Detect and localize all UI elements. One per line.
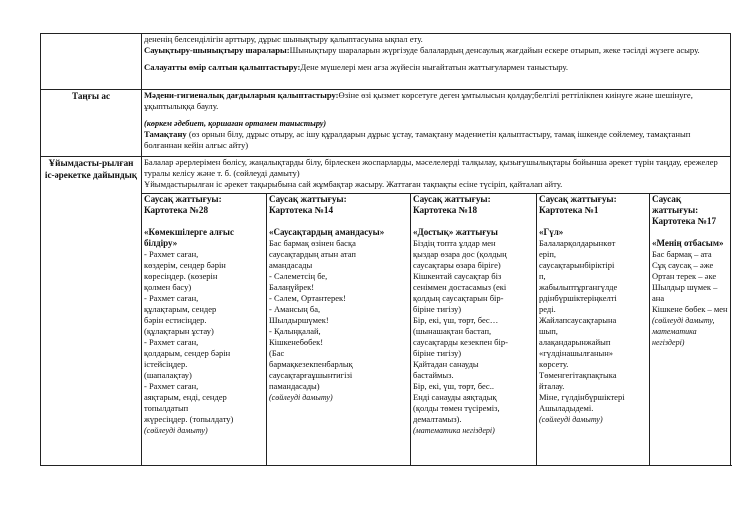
exercise-line: реді. bbox=[539, 304, 556, 314]
exercise-line: Балаларқолдарынкөт bbox=[539, 238, 616, 248]
education-area-note: (көркем әдебиет, қоршаған ортамен таныстыру) bbox=[144, 119, 327, 128]
exercise-line: - Сәлем, Ортантерек! bbox=[269, 293, 346, 303]
exercise-card: Картотека №1 bbox=[539, 205, 599, 215]
healthy-paragraph bbox=[144, 62, 728, 73]
exercise-line: біріне тигізу) bbox=[413, 304, 462, 314]
exercise-line: Қайтадан санауды bbox=[413, 359, 479, 369]
organized-label: Ұйымдасты-рылған іс-әрекетке дайындық bbox=[41, 157, 142, 466]
exercise-column-5 bbox=[650, 194, 731, 466]
organized-intro-text-2: Ұйымдастырылған іс әрекет тақырыбына сай жұмбақтар жасыру. Жаттаған тақпақты есіне түсіріп, қайталап айту. bbox=[144, 179, 563, 189]
health-row bbox=[41, 34, 731, 90]
exercise-line: Кішкентай саусақтар біз bbox=[413, 271, 502, 281]
exercise-line: (Бас bbox=[269, 348, 285, 358]
exercise-card: Картотека №28 bbox=[144, 205, 209, 215]
exercise-card: Картотека №14 bbox=[269, 205, 334, 215]
exercise-note: (математика негіздері) bbox=[413, 426, 495, 435]
exercise-line: - Қалыңқалай, bbox=[269, 326, 321, 336]
exercise-line: қолмен басу) bbox=[144, 282, 192, 292]
exercise-line: саусақтарды кезекпен бір- bbox=[413, 337, 508, 347]
exercise-line: топылдатып bbox=[144, 403, 189, 413]
exercise-card: Картотека №17 bbox=[652, 216, 717, 226]
exercise-line: көрсету. bbox=[539, 359, 569, 369]
breakfast-row bbox=[41, 90, 731, 157]
exercise-title: «Достық» жаттығуы bbox=[413, 227, 498, 237]
health-content-cell bbox=[142, 34, 731, 90]
exercise-line: п, bbox=[539, 271, 546, 281]
exercise-line: саусақтары өзара біріге) bbox=[413, 260, 501, 270]
breakfast-label: Таңғы ас bbox=[41, 90, 142, 157]
exercise-line: істейсіңдер. bbox=[144, 359, 188, 369]
exercise-line: бастаймыз. bbox=[413, 370, 454, 380]
organized-intro-row bbox=[41, 157, 731, 194]
exercise-line: Кішкене бөбек – мен bbox=[652, 304, 728, 314]
daily-plan-table bbox=[40, 33, 731, 466]
exercise-line: аяқтарым, енді, сендер bbox=[144, 392, 227, 402]
exercise-line: Шылдыршүмек! bbox=[269, 315, 329, 325]
exercise-column-1 bbox=[142, 194, 267, 466]
exercise-line: Бас бармақ – ата bbox=[652, 249, 712, 259]
exercise-line: қыздар өзара дос (қолдың bbox=[413, 249, 507, 259]
exercise-line: сеніммен достасамыз (екі bbox=[413, 282, 507, 292]
exercise-line: Бір, екі, үш, төрт, бес… bbox=[413, 315, 499, 325]
exercise-title: «Гүл» bbox=[539, 227, 564, 237]
culture-title: Мәдени-гигиеналық дағдыларын қалыптастыру: bbox=[144, 90, 339, 100]
exercise-lines bbox=[413, 238, 534, 425]
healthy-title: Салауатты өмір салтын қалыптастыру: bbox=[144, 62, 301, 72]
exercise-lines bbox=[269, 238, 408, 392]
exercise-line: Сұқ саусақ – әже bbox=[652, 260, 714, 270]
exercise-note: (сөйлеуді дамыту) bbox=[269, 393, 333, 402]
exercise-line: Шылдыр шүмек – ана bbox=[652, 282, 718, 303]
finger-exercises-row bbox=[41, 194, 731, 466]
exercise-line: Ортан терек – әке bbox=[652, 271, 717, 281]
exercise-line: Бас бармақ өзінен басқа bbox=[269, 238, 356, 248]
exercise-line: саусақтарынбіріктірі bbox=[539, 260, 615, 270]
exercise-column-3 bbox=[411, 194, 537, 466]
exercise-line: рдінбүршіктеріңкелті bbox=[539, 293, 617, 303]
exercise-heading: Саусақ жаттығуы: bbox=[413, 194, 491, 204]
exercise-line: бәрін естисіңдер. bbox=[144, 315, 207, 325]
exercise-line: «гүлдінашылғанын» bbox=[539, 348, 614, 358]
exercise-line: Енді санауды аяқтадық bbox=[413, 392, 497, 402]
exercise-heading: Саусақ жаттығуы: bbox=[144, 194, 222, 204]
meal-text: (өз орнын білу, дұрыс отыру, ас ішу құралдарын дұрыс ұстау, тамақтану мәдениетін қалыптастыру, тамақ ішкенде сөйлемеу, тамақтанып болғаннан кейін алғыс айту) bbox=[144, 129, 691, 150]
exercise-title: «Саусақтардың амандасуы» bbox=[269, 227, 385, 237]
exercise-line: еріп, bbox=[539, 249, 557, 259]
exercise-line: Бір, екі, үш, төрт, бес.. bbox=[413, 381, 494, 391]
exercise-lines bbox=[144, 249, 264, 425]
plan-page bbox=[40, 33, 730, 503]
exercise-line: бармақкезекпенбарлық bbox=[269, 359, 353, 369]
meal-paragraph bbox=[144, 129, 728, 151]
meal-title: Тамақтану bbox=[144, 129, 187, 139]
exercise-note: (сөйлеуді дамыту, математика негіздері) bbox=[652, 316, 715, 347]
exercise-line: - Рахмет саған, bbox=[144, 337, 199, 347]
hardening-title: Сауықтыру-шынықтыру шаралары: bbox=[144, 45, 290, 55]
exercise-line: Біздің топта ұлдар мен bbox=[413, 238, 496, 248]
exercise-line: (шынашақтан бастап, bbox=[413, 326, 492, 336]
exercise-lines bbox=[652, 249, 728, 315]
exercise-line: көздерім, сендер бәрін bbox=[144, 260, 226, 270]
exercise-heading: Саусақ жаттығуы: bbox=[539, 194, 617, 204]
exercise-line: алақандарынжайып bbox=[539, 337, 611, 347]
exercise-note: (сөйлеуді дамыту) bbox=[144, 426, 208, 435]
exercise-card: Картотека №18 bbox=[413, 205, 478, 215]
hardening-paragraph bbox=[144, 45, 728, 56]
culture-paragraph bbox=[144, 90, 728, 112]
exercise-line: Балаңүйрек! bbox=[269, 282, 315, 292]
exercise-line: (қолды төмен түсіреміз, bbox=[413, 403, 500, 413]
exercise-line: саусақтардың атын атап bbox=[269, 249, 356, 259]
exercise-title: «Менің отбасым» bbox=[652, 238, 724, 248]
exercise-heading: Саусақ жаттығуы: bbox=[652, 194, 699, 215]
exercise-line: йталау. bbox=[539, 381, 565, 391]
exercise-line: құлақтарым, сендер bbox=[144, 304, 217, 314]
exercise-line: көресіңдер. (көзерін bbox=[144, 271, 218, 281]
exercise-line: - Рахмет саған, bbox=[144, 293, 199, 303]
exercise-line: Төменгегітақпақтыка bbox=[539, 370, 617, 380]
exercise-line: демалтамыз). bbox=[413, 414, 462, 424]
exercise-heading: Саусақ жаттығуы: bbox=[269, 194, 347, 204]
exercise-line: Жайлапсаусақтарына bbox=[539, 315, 617, 325]
exercise-line: қолдың саусақтарын бір- bbox=[413, 293, 504, 303]
exercise-column-2 bbox=[267, 194, 411, 466]
hardening-text: Шынықтыру шараларын жүргізуде балалардың денсаулық жағдайын ескере отырып, жеке тәсілді жүзеге асыру. bbox=[289, 45, 700, 55]
health-label-cell bbox=[41, 34, 142, 90]
exercise-line: амандасады bbox=[269, 260, 313, 270]
exercise-line: қолдарым, сендер бәрін bbox=[144, 348, 231, 358]
exercise-line: біріне тигізу) bbox=[413, 348, 462, 358]
exercise-column-4 bbox=[537, 194, 650, 466]
exercise-line: (құлақтарын ұстау) bbox=[144, 326, 214, 336]
culture-text: Өзіне өзі қызмет көрсетуге деген ұмтылысын қолдау;белгілі реттілікпен киінуге және шешінуге, ұқыптылыққа баулу. bbox=[144, 90, 693, 111]
healthy-text: Дене мүшелері мен ағза жүйесін нығайтатын жаттығулармен таныстыру. bbox=[300, 62, 569, 72]
exercise-line: Кішкенебөбек! bbox=[269, 337, 324, 347]
exercise-line: шып, bbox=[539, 326, 558, 336]
exercise-line: Міне, гүлдінбүршіктері bbox=[539, 392, 625, 402]
exercise-title: «Көмекшілерге алғыс білдіру» bbox=[144, 227, 234, 248]
breakfast-content-cell bbox=[142, 90, 731, 157]
exercise-line: жабылыптұргангүлде bbox=[539, 282, 618, 292]
exercise-note: (сөйлеуді дамыту) bbox=[539, 415, 603, 424]
exercise-line: саусақтарғаұшынтигізі bbox=[269, 370, 353, 380]
exercise-line: жүресіңдер. (топылдату) bbox=[144, 414, 234, 424]
exercise-line: памандасады) bbox=[269, 381, 320, 391]
exercise-line: - Рахмет саған, bbox=[144, 381, 199, 391]
exercise-lines bbox=[539, 238, 647, 414]
exercise-line: Ашыладыдемі. bbox=[539, 403, 594, 413]
exercise-line: (шапалақтау) bbox=[144, 370, 192, 380]
organized-intro-text: Балалар әрерлерімен бөлісу, жаңалықтарды білу, бірлескен жоспарларды, мәселелерді талқылау, қызығушылықтары бойынша әрекет түрін таңдау, ережелер туралы келісу және т. б. (сөйлеуді дамыту) bbox=[144, 157, 718, 178]
activity-line: дененің белсенділігін арттыру, дұрыс шынықтыру қалыптасуына ықпал ету. bbox=[144, 34, 423, 44]
exercise-line: - Сәлеметсің бе, bbox=[269, 271, 328, 281]
exercise-line: - Амансың ба, bbox=[269, 304, 321, 314]
exercise-line: - Рахмет саған, bbox=[144, 249, 199, 259]
organized-intro-cell bbox=[142, 157, 731, 194]
